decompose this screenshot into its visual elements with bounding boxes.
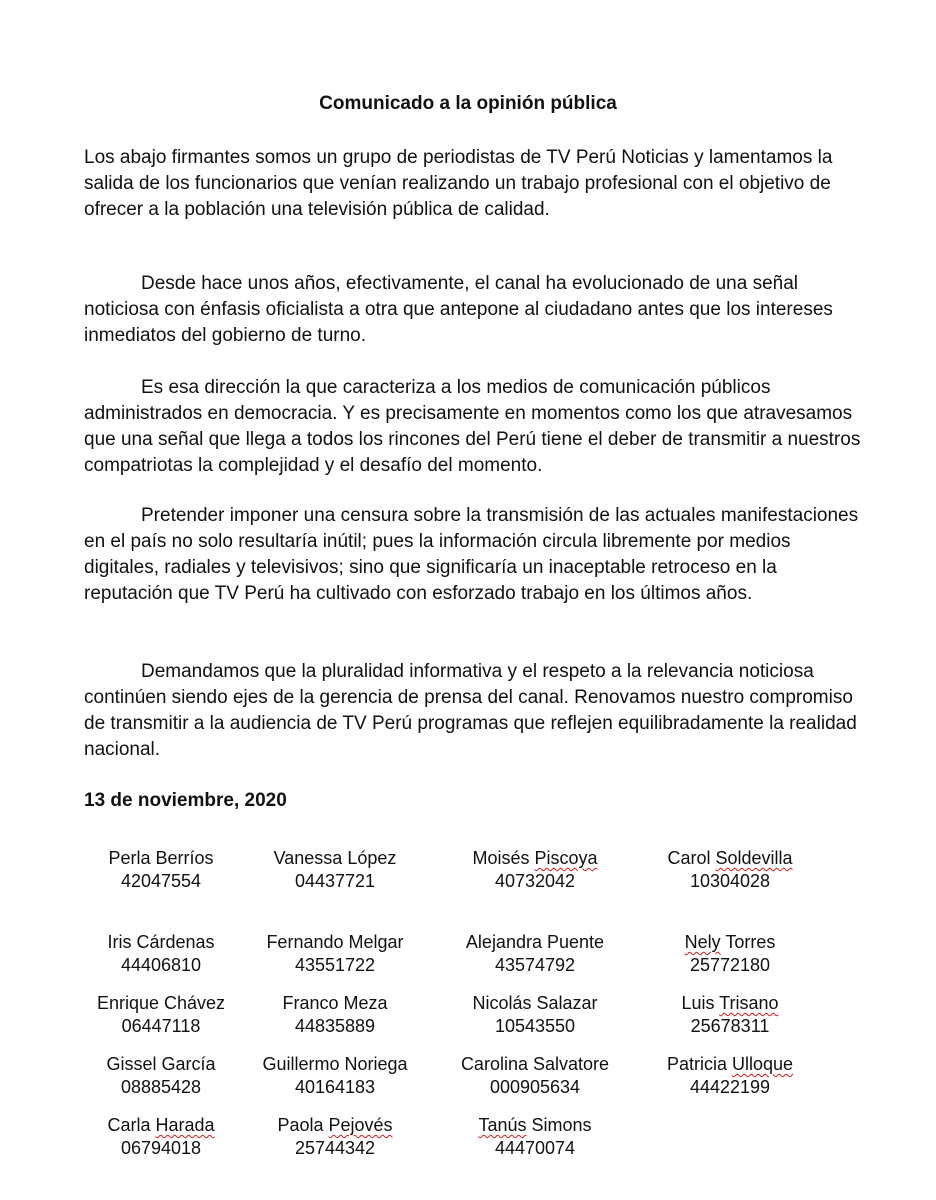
signatory-dni: 40164183 <box>294 1077 376 1097</box>
signatory <box>620 847 840 893</box>
signatory-dni: 44406810 <box>120 955 202 975</box>
signatory-dni: 25772180 <box>689 955 771 975</box>
signatory <box>225 1114 445 1160</box>
signatory-name: Luis Trisano <box>681 993 779 1013</box>
signatory <box>425 992 645 1038</box>
signatory-name: Vanessa López <box>273 848 397 868</box>
signatory <box>225 847 445 893</box>
paragraph-intro: Los abajo firmantes somos un grupo de periodistas de TV Perú Noticias y lamentamos la salida de los funcionarios que venían realizando un trabajo profesional con el objetivo de ofrecer a la población una televisión pública de calidad. <box>84 147 833 220</box>
signatory-dni: 10304028 <box>689 871 771 891</box>
signatory-dni: 43551722 <box>294 955 376 975</box>
signatory-name: Iris Cárdenas <box>107 932 215 952</box>
signatory <box>425 847 645 893</box>
signatory-name: Patricia Ulloque <box>666 1054 794 1074</box>
signatory <box>425 931 645 977</box>
signatory-dni: 000905634 <box>489 1077 581 1097</box>
document-date: 13 de noviembre, 2020 <box>84 790 287 811</box>
signatory <box>620 992 840 1038</box>
paragraph-direction: Es esa dirección la que caracteriza a los medios de comunicación públicos administrados en democracia. Y es precisamente en momentos como los que atravesamos que una señal que llega a todos los rincones del Perú tiene el deber de transmitir a nuestros compatriotas la complejidad y el desafío del momento. <box>84 377 861 476</box>
signatory-dni: 40732042 <box>494 871 576 891</box>
signatory-name: Guillermo Noriega <box>262 1054 408 1074</box>
signatory <box>620 1053 840 1099</box>
signatory-dni: 44422199 <box>689 1077 771 1097</box>
signatory-name: Gissel García <box>106 1054 216 1074</box>
signatory-name: Alejandra Puente <box>465 932 605 952</box>
signatory-name: Carla Harada <box>107 1115 215 1135</box>
signatory-dni: 44835889 <box>294 1016 376 1036</box>
signatory-name: Moisés Piscoya <box>472 848 598 868</box>
signatory-dni: 42047554 <box>120 871 202 891</box>
signatory-dni: 10543550 <box>494 1016 576 1036</box>
signatory <box>425 1114 645 1160</box>
signatory-dni: 04437721 <box>294 871 376 891</box>
signatory-dni: 08885428 <box>120 1077 202 1097</box>
signatory-dni: 25678311 <box>690 1016 770 1036</box>
signatory <box>425 1053 645 1099</box>
signatory <box>225 1053 445 1099</box>
signatory <box>620 931 840 977</box>
signatory-dni: 06447118 <box>121 1016 201 1036</box>
signatory-dni: 06794018 <box>120 1138 202 1158</box>
signatory-dni: 44470074 <box>494 1138 576 1158</box>
signatory-name: Nicolás Salazar <box>472 993 598 1013</box>
document-title: Comunicado a la opinión pública <box>319 93 617 114</box>
signatory-name: Franco Meza <box>282 993 388 1013</box>
signatory-name: Enrique Chávez <box>96 993 226 1013</box>
signatory-name: Nely Torres <box>684 932 776 952</box>
signatory <box>225 931 445 977</box>
signatory <box>225 992 445 1038</box>
signatory-name: Carol Soldevilla <box>667 848 793 868</box>
signatory-name: Paola Pejovés <box>277 1115 393 1135</box>
paragraph-evolution: Desde hace unos años, efectivamente, el canal ha evolucionado de una señal noticiosa con énfasis oficialista a otra que antepone al ciudadano antes que los intereses inmediatos del gobierno de turno. <box>84 273 833 346</box>
paragraph-demands: Demandamos que la pluralidad informativa y el respeto a la relevancia noticiosa continúen siendo ejes de la gerencia de prensa del canal. Renovamos nuestro compromiso de transmitir a la audiencia de TV Perú programas que reflejen equilibradamente la realidad nacional. <box>84 661 857 760</box>
signatory-dni: 43574792 <box>494 955 576 975</box>
signatory-name: Tanús Simons <box>478 1115 592 1135</box>
signatory-name: Fernando Melgar <box>266 932 404 952</box>
signatory-dni: 25744342 <box>294 1138 376 1158</box>
signatory-name: Perla Berríos <box>108 848 214 868</box>
paragraph-censorship: Pretender imponer una censura sobre la transmisión de las actuales manifestaciones en el país no solo resultaría inútil; pues la información circula libremente por medios digitales, radiales y televisivos; sino que significaría un inaceptable retroceso en la reputación que TV Perú ha cultivado con esforzado trabajo en los últimos años. <box>84 505 859 604</box>
signatory-name: Carolina Salvatore <box>460 1054 610 1074</box>
